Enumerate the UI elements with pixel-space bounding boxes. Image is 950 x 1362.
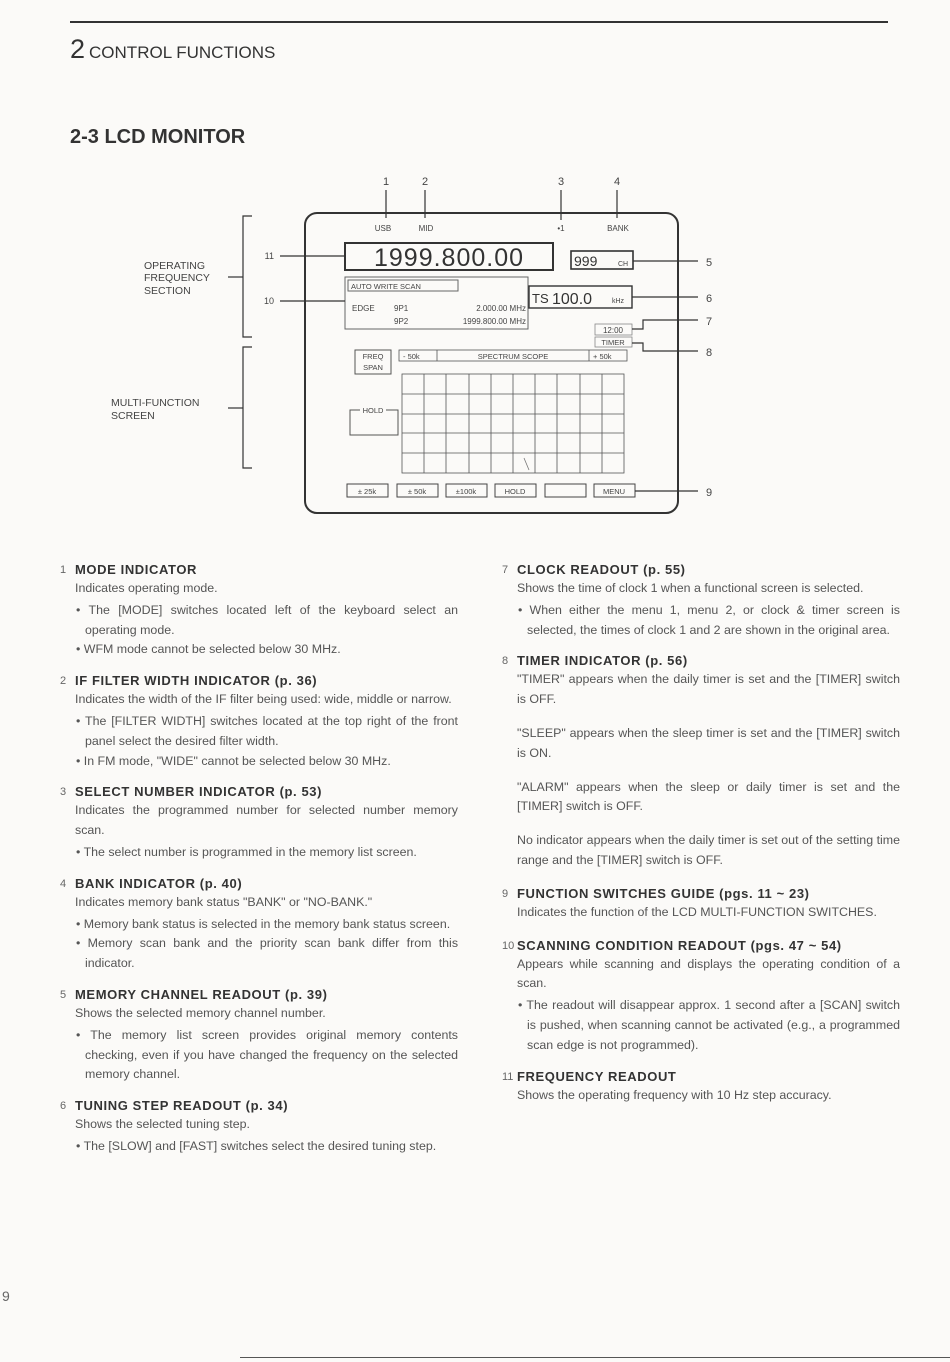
item-desc: Indicates memory bank status "BANK" or "NO-BANK."	[75, 894, 373, 909]
hold-label: HOLD	[362, 406, 384, 415]
channel-readout: 999	[574, 253, 598, 269]
section-title: 2-3 LCD MONITOR	[70, 126, 246, 148]
item-function-switches: 9 FUNCTION SWITCHES GUIDE (pgs. 11 ~ 23) Indicates the function of the LCD MULTI-FUNCTION SWITCHES.	[502, 886, 900, 925]
item-bullet: • The [MODE] switches located left of the keyboard select an operating mode.	[75, 601, 458, 641]
bank-indicator: BANK	[607, 224, 629, 233]
chapter-number: 2	[70, 34, 86, 64]
callout-leaders-top	[386, 190, 617, 220]
item-bullet: • The [SLOW] and [FAST] switches select the desired tuning step.	[75, 1137, 458, 1157]
callout-leaders-right	[632, 261, 698, 491]
timer-indicator: TIMER	[601, 338, 625, 347]
item-title: MEMORY CHANNEL READOUT (p. 39)	[75, 986, 328, 1002]
function-key-2-label: ± 50k	[407, 487, 427, 496]
item-bullet: • The [FILTER WIDTH] switches located at the top right of the front panel select the desired filter width.	[75, 712, 458, 752]
freq-span-line1: FREQ	[362, 352, 384, 361]
multi-label-1: MULTI-FUNCTION	[111, 397, 200, 409]
scope-title: SPECTRUM SCOPE	[477, 352, 549, 361]
item-title: SCANNING CONDITION READOUT (pgs. 47 ~ 54)	[517, 937, 842, 953]
edge-2-value: 1999.800.00 MHz	[462, 317, 526, 326]
callout-10: 10	[263, 296, 274, 306]
item-para: No indicator appears when the daily timer is set out of the setting time range and the [TIMER] switch is OFF.	[517, 833, 900, 867]
page-number: 9	[2, 1288, 10, 1304]
item-para: "SLEEP" appears when the sleep timer is set and the [TIMER] switch is ON.	[517, 725, 900, 760]
item-desc: Shows the selected tuning step.	[75, 1117, 250, 1132]
function-key-6-label: MENU	[602, 487, 626, 496]
spectrum-scope-grid	[402, 374, 624, 473]
item-select-number: 3 SELECT NUMBER INDICATOR (p. 53) Indicates the programmed number for selected number memory scan. • The select number is programmed in the memory list screen.	[60, 784, 458, 862]
left-column	[60, 562, 458, 1170]
callout-11: 11	[264, 251, 274, 261]
item-bullet: • The readout will disappear approx. 1 second after a [SCAN] switch is pushed, when scanning cannot be activated (e.g., a programmed scan edge is not programmed).	[517, 996, 900, 1055]
item-para: "TIMER" appears when the daily timer is set and the [TIMER] switch is OFF.	[517, 672, 900, 707]
lcd-diagram	[0, 160, 950, 530]
item-bullet: • When either the menu 1, menu 2, or clock & timer screen is selected, the times of clock 1 and 2 are shown in the original area.	[517, 601, 900, 641]
freq-span-line2: SPAN	[363, 363, 383, 372]
item-title: MODE INDICATOR	[75, 562, 198, 577]
right-column	[502, 562, 900, 1170]
item-bank-indicator: 4 BANK INDICATOR (p. 40) Indicates memory bank status "BANK" or "NO-BANK." • Memory bank status is selected in the memory bank status screen. • Memory scan bank and the priority scan bank differ from this indicator.	[60, 876, 458, 974]
item-if-filter: 2 IF FILTER WIDTH INDICATOR (p. 36) Indicates the width of the IF filter being used: wide, middle or narrow. • The [FILTER WIDTH] switches located at the top right of the front panel select the desired filter width. • In FM mode, "WIDE" cannot be selected below 30 MHz.	[60, 673, 458, 771]
item-bullet: • Memory scan bank and the priority scan bank differ from this indicator.	[75, 934, 458, 974]
scope-plus: + 50k	[593, 352, 612, 361]
edge-1-value: 2.000.00 MHz	[476, 304, 526, 313]
item-desc: Shows the selected memory channel number.	[75, 1005, 326, 1020]
item-bullet: • The select number is programmed in the memory list screen.	[75, 843, 458, 863]
operating-label-1: OPERATING	[144, 260, 206, 272]
frequency-readout: 1999.800.00	[373, 244, 525, 272]
select-number-indicator: •1	[557, 224, 565, 233]
item-para: "ALARM" appears when the sleep or daily timer is set and the [TIMER] switch is OFF.	[517, 779, 900, 814]
mode-indicator: USB	[374, 224, 392, 233]
edge-1-name: 9P1	[394, 304, 409, 313]
scope-minus: - 50k	[403, 352, 420, 361]
item-title: FREQUENCY READOUT	[517, 1068, 677, 1084]
item-desc: Shows the operating frequency with 10 Hz step accuracy.	[517, 1087, 832, 1102]
item-timer-indicator: 8 TIMER INDICATOR (p. 56) "TIMER" appears when the daily timer is set and the [TIMER] switch is OFF. "SLEEP" appears when the sleep timer is set and the [TIMER] switch is ON. "ALARM" appears when the sleep or daily timer is set and the [TIMER] switch is OFF. No indicator appears when the daily timer is set out of the setting time range and the [TIMER] switch is OFF.	[502, 653, 900, 872]
item-bullet: • Memory bank status is selected in the memory bank status screen.	[75, 915, 458, 935]
item-frequency-readout: 11 FREQUENCY READOUT Shows the operating frequency with 10 Hz step accuracy.	[502, 1069, 900, 1108]
function-key-3-label: ±100k	[455, 487, 477, 496]
item-desc: Indicates operating mode.	[75, 581, 218, 595]
operating-label-3: SECTION	[144, 285, 191, 297]
item-scanning-condition: 10 SCANNING CONDITION READOUT (pgs. 47 ~ 54) Appears while scanning and displays the operating condition of a scan. • The readout will disappear approx. 1 second after a [SCAN] switch is pushed, when scanning cannot be activated (e.g., a programmed scan edge is not programmed).	[502, 938, 900, 1056]
item-tuning-step: 6 TUNING STEP READOUT (p. 34) Shows the selected tuning step. • The [SLOW] and [FAST] switches select the desired tuning step.	[60, 1098, 458, 1157]
tuning-step-readout: 100.0	[552, 291, 593, 308]
chapter-header	[70, 34, 275, 65]
callout-7: 7	[706, 316, 713, 328]
chapter-title: CONTROL FUNCTIONS	[89, 43, 276, 62]
callout-2: 2	[421, 176, 429, 188]
item-bullet: • In FM mode, "WIDE" cannot be selected below 30 MHz.	[75, 752, 458, 772]
item-clock-readout: 7 CLOCK READOUT (p. 55) Shows the time of clock 1 when a functional screen is selected. • When either the menu 1, menu 2, or clock & timer screen is selected, the times of clock 1 and 2 are shown in the original area.	[502, 562, 900, 640]
descriptions	[60, 562, 900, 1170]
header-rule	[70, 21, 888, 23]
clock-readout: 12:00	[602, 326, 624, 335]
item-title: TIMER INDICATOR (p. 56)	[517, 653, 688, 669]
edge-label: EDGE	[352, 304, 375, 313]
item-desc: Shows the time of clock 1 when a functional screen is selected.	[517, 581, 864, 595]
function-key-1-label: ± 25k	[357, 487, 377, 496]
callout-3: 3	[557, 176, 565, 188]
function-key-4-label: HOLD	[504, 487, 526, 496]
operating-label-2: FREQUENCY	[144, 272, 210, 284]
callout-6: 6	[706, 293, 713, 305]
tuning-step-prefix: TS	[532, 291, 549, 306]
edge-2-name: 9P2	[394, 317, 409, 326]
item-desc: Indicates the width of the IF filter being used: wide, middle or narrow.	[75, 692, 452, 707]
section-brackets	[228, 216, 252, 468]
footer-rule	[240, 1357, 950, 1358]
scan-mode: AUTO WRITE SCAN	[351, 282, 421, 291]
callout-9: 9	[706, 487, 713, 499]
callout-leaders-left	[280, 256, 345, 301]
callout-8: 8	[706, 347, 713, 359]
item-title: IF FILTER WIDTH INDICATOR (p. 36)	[75, 673, 318, 689]
item-title: TUNING STEP READOUT (p. 34)	[75, 1098, 289, 1114]
item-bullet: • The memory list screen provides original memory contents checking, even if you have changed the frequency on the selected memory channel.	[75, 1026, 458, 1085]
function-keys-row	[347, 484, 635, 497]
item-memory-channel: 5 MEMORY CHANNEL READOUT (p. 39) Shows the selected memory channel number. • The memory list screen provides original memory contents checking, even if you have changed the frequency on the selected memory channel.	[60, 987, 458, 1085]
filter-indicator: MID	[418, 224, 434, 233]
item-title: FUNCTION SWITCHES GUIDE (pgs. 11 ~ 23)	[517, 885, 810, 901]
item-title: SELECT NUMBER INDICATOR (p. 53)	[75, 784, 323, 800]
item-title: BANK INDICATOR (p. 40)	[75, 875, 243, 891]
function-key-5	[545, 484, 586, 497]
callout-5: 5	[706, 257, 713, 269]
tuning-step-unit: kHz	[612, 298, 625, 305]
callout-1: 1	[382, 176, 390, 188]
item-bullet: • WFM mode cannot be selected below 30 MHz.	[75, 640, 458, 660]
item-desc: Appears while scanning and displays the operating condition of a scan.	[517, 956, 900, 991]
item-mode-indicator: 1 MODE INDICATOR Indicates operating mode. • The [MODE] switches located left of the keyboard select an operating mode. • WFM mode cannot be selected below 30 MHz.	[60, 562, 458, 660]
channel-unit: CH	[618, 261, 629, 268]
callout-4: 4	[613, 176, 621, 188]
item-desc: Indicates the function of the LCD MULTI-FUNCTION SWITCHES.	[517, 904, 877, 919]
item-title: CLOCK READOUT (p. 55)	[517, 562, 686, 577]
item-desc: Indicates the programmed number for selected number memory scan.	[75, 803, 458, 838]
multi-label-2: SCREEN	[111, 410, 155, 422]
